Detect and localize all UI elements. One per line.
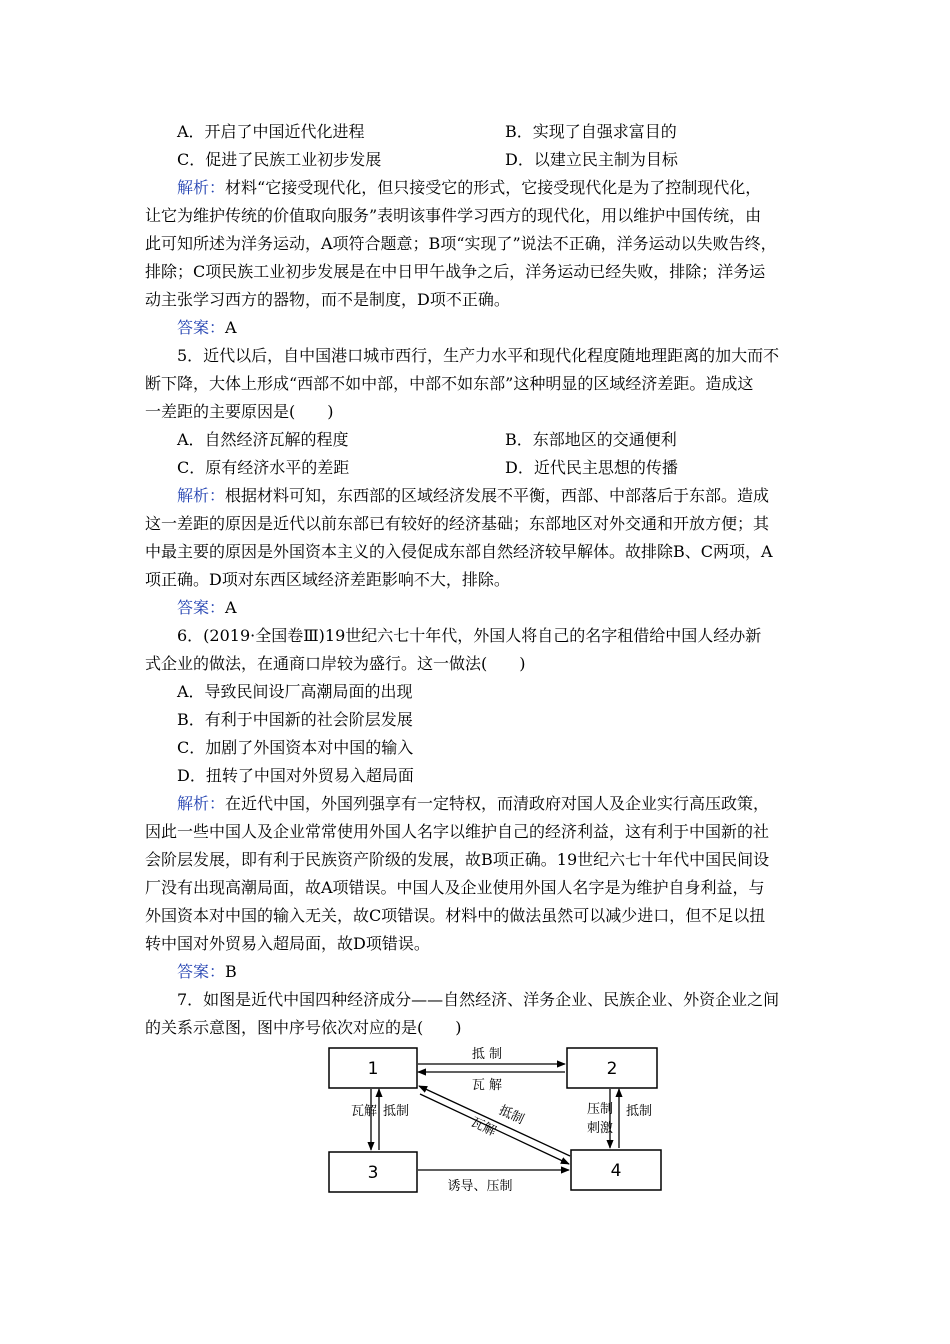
svg-text:1: 1 [367,1059,379,1079]
q5-option-a: A．自然经济瓦解的程度 [177,430,349,449]
q6-option-b: B．有利于中国新的社会阶层发展 [177,710,413,729]
label-diag-a: 抵制 [496,1103,527,1128]
q5-stem-line: 一差距的主要原因是( ) [145,402,334,421]
analysis-label: 解析： [177,486,226,505]
q6-answer: 答案：B [177,962,237,981]
label-left-b: 抵制 [383,1104,410,1119]
svg-text:4: 4 [610,1161,622,1181]
box-3 [329,1152,417,1192]
q6-analysis-line: 解析：在近代中国，外国列强享有一定特权，而清政府对国人及企业实行高压政策， [177,794,770,813]
q6-option-a: A．导致民间设厂高潮局面的出现 [177,682,413,701]
box-2 [567,1048,657,1088]
q5-analysis-line: 解析：根据材料可知，东西部的区域经济发展不平衡，西部、中部落后于东部。造成 [177,486,770,505]
q5-option-b: B．东部地区的交通便利 [505,430,677,449]
q5-option-d: D．近代民主思想的传播 [505,458,678,477]
q4-analysis-line: 排除；C项民族工业初步发展是在中日甲午战争之后，洋务运动已经失败，排除；洋务运 [145,262,766,281]
box-1 [329,1048,417,1088]
label-top-upper: 抵 制 [471,1047,503,1062]
label-right-a2: 刺激 [587,1121,614,1136]
q6-analysis-line: 厂没有出现高潮局面，故A项错误。中国人及企业使用外国人名字是为维护自身利益，与 [145,878,765,897]
svg-text:3: 3 [367,1163,379,1183]
q6-analysis-line: 因此一些中国人及企业常常使用外国人名字以维护自己的经济利益，这有利于中国新的社 [145,822,770,841]
svg-text:2: 2 [606,1059,618,1079]
label-left-a: 瓦解 [351,1104,378,1119]
q5-analysis-line: 中最主要的原因是外国资本主义的入侵促成东部自然经济较早解体。故排除B、C两项，A [145,542,773,561]
label-top-lower: 瓦 解 [471,1078,503,1093]
analysis-label: 解析： [177,794,226,813]
label-right-b: 抵制 [626,1104,653,1119]
q6-option-c: C．加剧了外国资本对中国的输入 [177,738,414,757]
q4-analysis-line: 此可知所述为洋务运动，A项符合题意；B项“实现了”说法不正确，洋务运动以失败告终， [145,234,777,253]
q6-analysis-line: 外国资本对中国的输入无关，故C项错误。材料中的做法虽然可以减少进口，但不足以扭 [145,906,766,925]
q4-option-b: B．实现了自强求富目的 [505,122,677,141]
q5-answer: 答案：A [177,598,237,617]
q7-stem-line: 的关系示意图，图中序号依次对应的是( ) [145,1018,462,1037]
q5-stem-line: 5．近代以后，自中国港口城市西行，生产力水平和现代化程度随地理距离的加大而不 [177,346,780,365]
label-bottom: 诱导、压制 [447,1179,513,1194]
q5-option-c: C．原有经济水平的差距 [177,458,350,477]
q6-option-d: D．扭转了中国对外贸易入超局面 [177,766,414,785]
q4-option-c: C．促进了民族工业初步发展 [177,150,382,169]
arrow-4-to-1 [419,1086,570,1156]
q4-analysis-line: 动主张学习西方的器物，而不是制度，D项不正确。 [145,290,510,309]
q4-analysis-line: 解析：材料“它接受现代化，但只接受它的形式，它接受现代化是为了控制现代化， [177,178,762,197]
q6-stem-line: 6．(2019·全国卷Ⅲ)19世纪六七十年代，外国人将自己的名字租借给中国人经办新 [177,626,762,645]
q4-option-a: A．开启了中国近代化进程 [177,122,365,141]
label-diag-b: 瓦解 [468,1115,499,1140]
q7-stem-line: 7．如图是近代中国四种经济成分——自然经济、洋务企业、民族企业、外资企业之间 [177,990,780,1009]
q6-analysis-line: 会阶层发展，即有利于民族资产阶级的发展，故B项正确。19世纪六七十年代中国民间设 [145,850,770,869]
q5-analysis-line: 这一差距的原因是近代以前东部已有较好的经济基础；东部地区对外交通和开放方便；其 [145,514,770,533]
q5-analysis-line: 项正确。D项对东西区域经济差距影响不大，排除。 [145,570,510,589]
q6-stem-line: 式企业的做法，在通商口岸较为盛行。这一做法( ) [145,654,526,673]
q6-analysis-line: 转中国对外贸易入超局面，故D项错误。 [145,934,430,953]
q5-stem-line: 断下降，大体上形成“西部不如中部，中部不如东部”这种明显的区域经济差距。造成这 [145,374,754,393]
analysis-label: 解析： [177,178,226,197]
q4-option-d: D．以建立民主制为目标 [505,150,678,169]
q4-analysis-line: 让它为维护传统的价值取向服务”表明该事件学习西方的现代化，用以维护中国传统，由 [145,206,762,225]
q4-answer: 答案：A [177,318,237,337]
box-4 [571,1150,661,1190]
label-right-a1: 压制 [587,1102,614,1117]
